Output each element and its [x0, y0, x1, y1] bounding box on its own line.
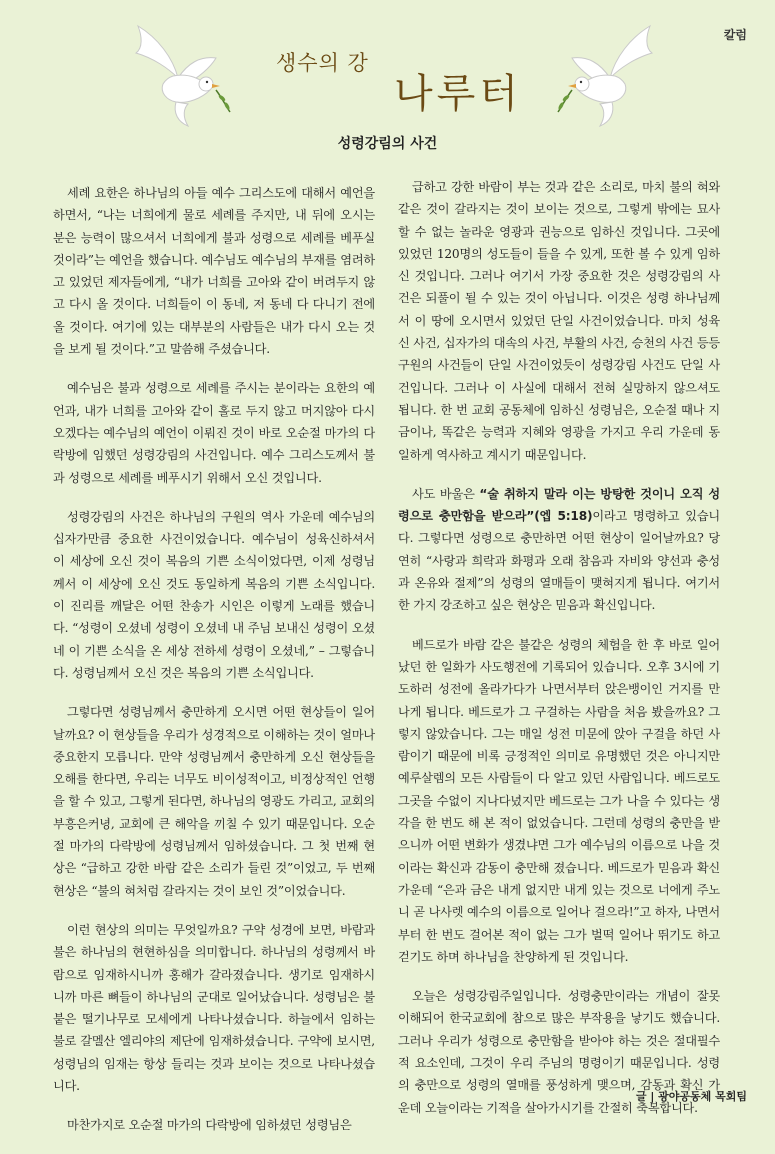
paragraph: 성령강림의 사건은 하나님의 구원의 역사 가운데 예수님의 십자가만큼 중요한 사건이었습니다. 예수님이 성육신하셔서 이 세상에 오신 것이 복음의 기쁜 소식이었다면, 이제 성령님께서 이 세상에 오신 것도 동일하게 복음의 기쁜 소식입니다. 이 진리를 깨달은 어떤 찬송가 시인은 이렇게 노래를 했습니다. “성령이 오셨네 성령이 오셨네 내 주님 보내신 성령이 오셨네 이 기쁜 소식을 온 세상 전하세 성령이 오셨네,” – 그렇습니다. 성령님께서 오신 것은 복음의 기쁜 소식입니다.: [53, 509, 375, 680]
scripture-quote: “술 취하지 말라 이는 방탕한 것이니 오직 성령으로 충만함을 받으라”(엡 5:18): [398, 486, 720, 524]
author-byline: 글 | 광야공동체 목회팀: [635, 1090, 747, 1103]
paragraph: 베드로가 바람 같은 불같은 성령의 체험을 한 후 바로 일어났던 한 일화가 사도행전에 기록되어 있습니다. 오후 3시에 기도하러 성전에 올라가다가 나면서부터 앉은뱅이인 거지를 만나게 됩니다. 베드로가 그 구걸하는 사람을 처음 봤을까요? 그렇지 않았습니다. 그는 매일 성전 미문에 앉아 구걸을 하던 사람이기 때문에 비록 긍정적인 의미로 유명했던 것은 아니지만 예루살렘의 모든 사람들이 다 알고 있던 사람입니다. 베드로도 그곳을 수없이 지나다녔지만 베드로는 그가 나을 수 있다는 생각을 한 번도 해 본 적이 없었습니다. 그런데 성령의 충만을 받으니까 어떤 변화가 생겼냐면 그가 예수님의 이름으로 나을 것이라는 확신과 감동이 충만해 졌습니다. 베드로가 믿음과 확신 가운데 “은과 금은 내게 없지만 내게 있는 것으로 너에게 주노니 곧 나사렛 예수의 이름으로 일어나 걸으라!”고 하자, 나면서부터 한 번도 걸어본 적이 없는 그가 벌떡 일어나 뛰기도 하고 걷기도 하며 하나님을 찬양하게 된 것입니다.: [398, 637, 720, 964]
paragraph: 오늘은 성령강림주일입니다. 성령충만이라는 개념이 잘못 이해되어 한국교회에 참으로 많은 부작용을 낳기도 했습니다. 그러나 우리가 성령으로 충만함을 받아야 하는 것은 절대필수적 요소인데, 그것이 우리 주님의 명령이기 때문입니다. 성령의 충만으로 성령의 열매를 풍성하게 맺으며, 감동과 확신 가운데 오늘이라는 기적을 살아가시기를 간절히 축복합니다.: [398, 989, 720, 1115]
paragraph: [398, 483, 720, 617]
article-title: 성령강림의 사건: [337, 136, 438, 152]
article-column-right: [398, 176, 720, 1136]
category-label: 칼럼: [723, 28, 747, 42]
column-brand-small: 생수의 강: [276, 51, 369, 75]
text-run: 이라고 명령하고 있습니다. 그렇다면 성령으로 충만하면 어떤 현상이 일어날까요? 당연히 “사랑과 희락과 화평과 오래 참음과 자비와 양선과 충성과 온유와 절제”의 성령의 열매들이 맺혀지게 됩니다. 여기서 한 가지 강조하고 싶은 현상은 믿음과 확신입니다.: [398, 509, 720, 613]
paragraph: 세례 요한은 하나님의 아들 예수 그리스도에 대해서 예언을 하면서, “나는 너희에게 물로 세례를 주지만, 내 뒤에 오시는 분은 능력이 많으셔서 너희에게 불과 성령으로 세례를 베푸실 것이라”는 예언을 했습니다. 예수님도 예수님의 부재를 염려하고 있었던 제자들에게, “내가 너희를 고아와 같이 버려두지 않고 다시 올 것이다. 너희들이 이 동네, 저 동네 다 다니기 전에 올 것이다. 여기에 있는 대부분의 사람들은 내가 다시 오는 것을 보게 될 것이다.”고 말씀해 주셨습니다.: [53, 186, 375, 357]
paragraph: 이런 현상의 의미는 무엇일까요? 구약 성경에 보면, 바람과 불은 하나님의 현현하심을 의미합니다. 하나님의 성령께서 바람으로 임재하시니까 홍해가 갈라졌습니다. 생기로 임재하시니까 마른 뼈들이 하나님의 군대로 일어났습니다. 성령님은 불붙은 떨기나무로 모세에게 나타나셨습니다. 하늘에서 임하는 불로 갈멜산 엘리야의 제단에 임재하셨습니다. 구약에 보시면, 성령님의 임재는 항상 들리는 것과 보이는 것으로 나타나셨습니다.: [53, 922, 375, 1093]
column-brand-title: 나루터: [394, 71, 522, 117]
paragraph: 급하고 강한 바람이 부는 것과 같은 소리로, 마치 불의 혀와 같은 것이 갈라지는 것이 보이는 것으로, 그렇게 밖에는 묘사할 수 없는 놀라운 영광과 권능으로 임하신 것입니다. 그곳에 있었던 120명의 성도들이 들을 수 있게, 또한 볼 수 있게 임하신 것입니다. 그러나 여기서 가장 중요한 것은 성령강림의 사건은 되풀이 될 수 있는 것이 아닙니다. 이것은 성령 하나님께서 이 땅에 오시면서 있었던 단일 사건이었습니다. 마치 성육신 사건, 십자가의 대속의 사건, 부활의 사건, 승천의 사건 등등 구원의 사건들이 단일 사건이었듯이 성령강림 사건도 단일 사건입니다. 그러나 이 사실에 대해서 전혀 실망하지 않으셔도 됩니다. 한 번 교회 공동체에 임하신 성령님은, 오순절 때나 지금이나, 똑같은 능력과 지혜와 영광을 가지고 우리 가운데 동일하게 역사하고 계시기 때문입니다.: [398, 180, 720, 462]
article-column-left: [53, 182, 375, 1154]
paragraph: 마찬가지로 오순절 마가의 다락방에 임하셨던 성령님은: [67, 1118, 352, 1133]
dove-icon: [550, 18, 670, 128]
dove-icon: [118, 18, 238, 128]
paragraph: 예수님은 불과 성령으로 세례를 주시는 분이라는 요한의 예언과, 내가 너희를 고아와 같이 홀로 두지 않고 머지않아 다시 오겠다는 예수님의 예언이 이뤄진 것이 바로 오순절 마가의 다락방에 임했던 성령강림의 사건입니다. 예수 그리스도께서 불과 성령으로 세례를 베푸시기 위해서 오신 것입니다.: [53, 381, 375, 485]
text-run: 사도 바울은: [412, 486, 480, 501]
paragraph: 그렇다면 성령님께서 충만하게 오시면 어떤 현상들이 일어날까요? 이 현상들을 우리가 성경적으로 이해하는 것이 얼마나 중요한지 모릅니다. 만약 성령님께서 충만하게 오신 현상들을 오해를 한다면, 우리는 너무도 비이성적이고, 비정상적인 언행을 할 수 있고, 그렇게 된다면, 하나님의 영광도 가리고, 교회의 부흥은커녕, 교회에 큰 해악을 끼칠 수 있기 때문입니다. 오순절 마가의 다락방에 성령님께서 임하셨습니다. 그 첫 번째 현상은 “급하고 강한 바람 같은 소리가 들린 것”이었고, 두 번째 현상은 “불의 혀처럼 갈라지는 것이 보인 것”이었습니다.: [53, 705, 375, 898]
